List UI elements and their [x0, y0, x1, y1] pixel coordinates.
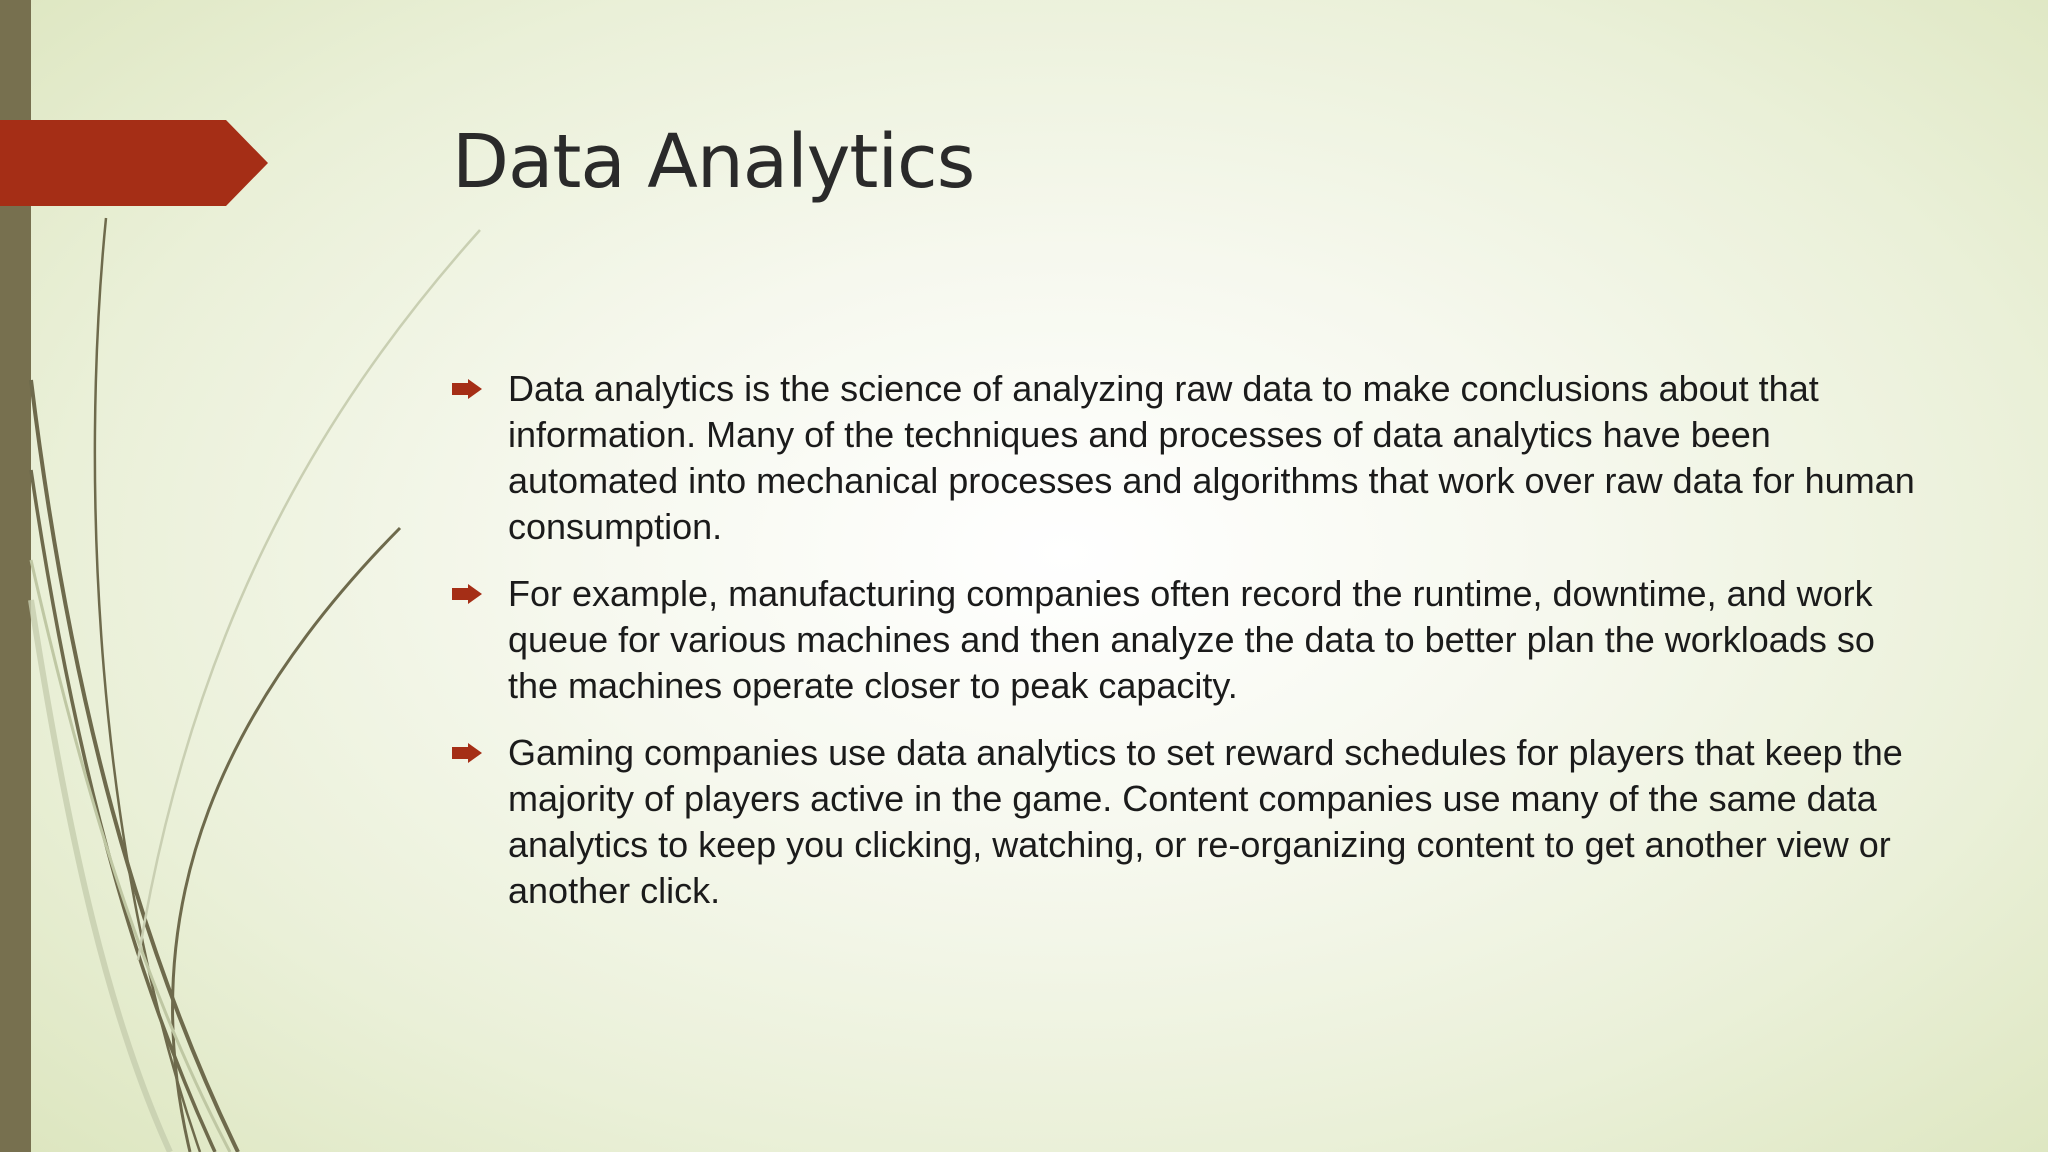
title-accent-arrow [0, 120, 268, 206]
arrow-right-bullet-icon [452, 743, 482, 763]
bullet-item [452, 571, 1922, 709]
bullet-list [452, 366, 1922, 935]
bullet-item [452, 366, 1922, 550]
bullet-text: Gaming companies use data analytics to set reward schedules for players that keep the majority of players active in the game. Content companies use many of the same data analytics to keep you clicking, watching, or re-organizing content to get another view or another click. [508, 732, 1903, 911]
arrow-right-bullet-icon [452, 584, 482, 604]
bullet-text: For example, manufacturing companies often record the runtime, downtime, and work queue for various machines and then analyze the data to better plan the workloads so the machines operate closer to peak capacity. [508, 573, 1875, 706]
bullet-item [452, 730, 1922, 914]
bullet-text: Data analytics is the science of analyzing raw data to make conclusions about that information. Many of the techniques and processes of data analytics have been automated into mechanical processes and algorithms that work over raw data for human consumption. [508, 368, 1915, 547]
slide-title: Data Analytics [452, 119, 975, 205]
arrow-right-bullet-icon [452, 379, 482, 399]
